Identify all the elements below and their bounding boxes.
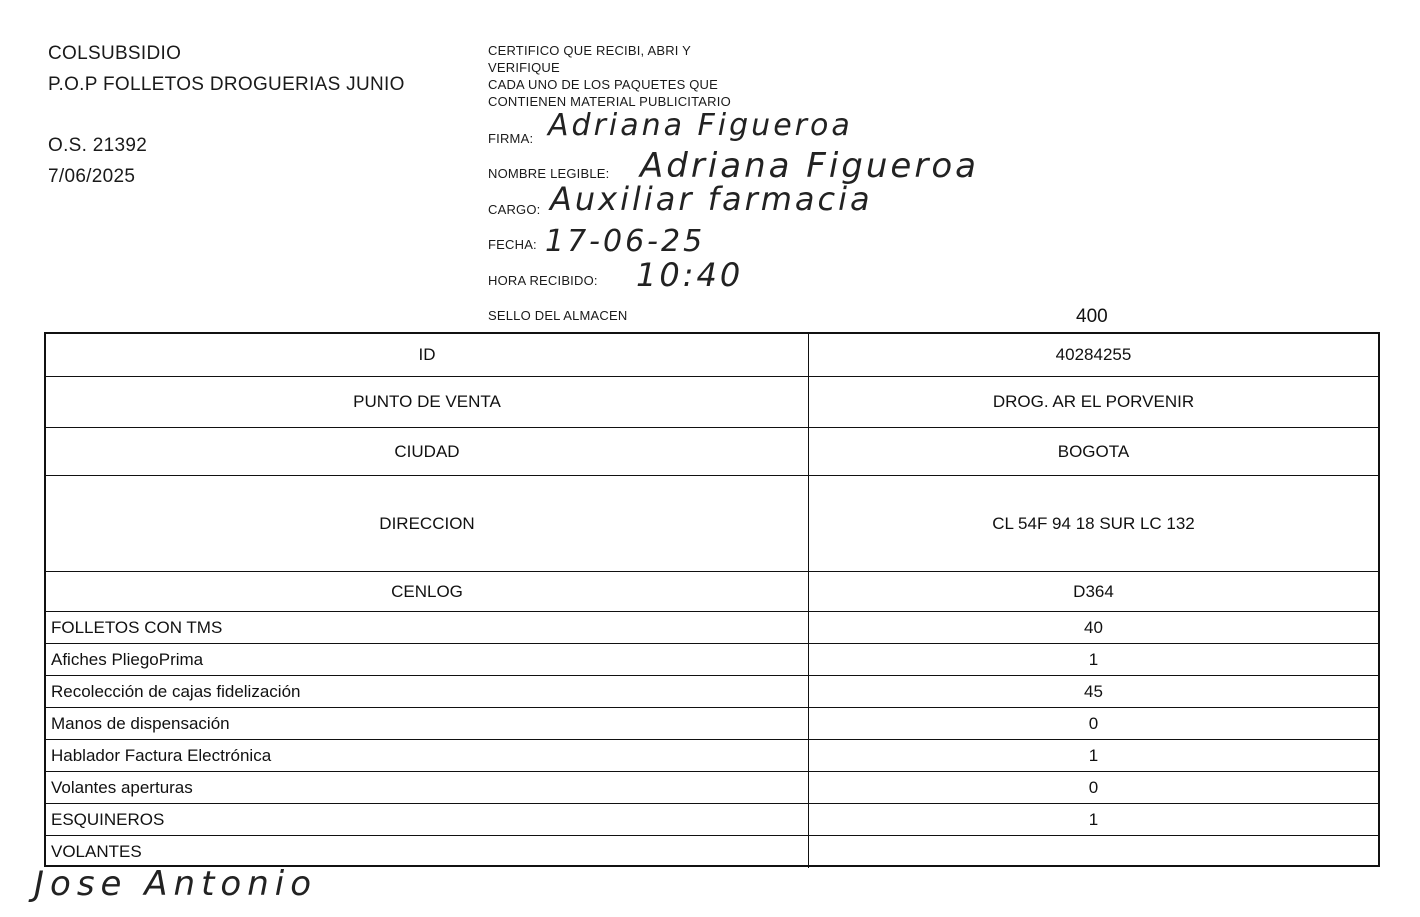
- cert-line-2: VERIFIQUE: [488, 60, 560, 75]
- delivery-table: [44, 332, 1380, 867]
- header-block: [48, 38, 405, 192]
- table-row-label: CENLOG: [46, 572, 809, 612]
- bottom-signature: Jose Antonio: [34, 864, 318, 904]
- table-row-value: 1: [809, 644, 1378, 676]
- table-row-value: 40284255: [809, 334, 1378, 377]
- sello-label: SELLO DEL ALMACEN: [488, 308, 628, 323]
- cert-line-1: CERTIFICO QUE RECIBI, ABRI Y: [488, 43, 692, 58]
- hora-value: 10:40: [636, 256, 744, 294]
- table-row-label: PUNTO DE VENTA: [46, 377, 809, 428]
- order-number: O.S. 21392: [48, 135, 148, 156]
- firma-label: FIRMA:: [488, 131, 534, 146]
- nombre-label: NOMBRE LEGIBLE:: [488, 166, 610, 181]
- cargo-label: CARGO:: [488, 202, 541, 217]
- table-row-label: Hablador Factura Electrónica: [46, 740, 809, 772]
- table-row-label: DIRECCION: [46, 476, 809, 572]
- table-row-value: DROG. AR EL PORVENIR: [809, 377, 1378, 428]
- table-row-label: ESQUINEROS: [46, 804, 809, 836]
- table-row-label: Afiches PliegoPrima: [46, 644, 809, 676]
- table-row-value: 0: [809, 708, 1378, 740]
- campaign-title: P.O.P FOLLETOS DROGUERIAS JUNIO: [48, 74, 405, 95]
- quantity-total: 400: [1076, 306, 1108, 327]
- company-name: COLSUBSIDIO: [48, 43, 182, 64]
- table-row-label: FOLLETOS CON TMS: [46, 612, 809, 644]
- table-row-label: ID: [46, 334, 809, 377]
- hora-label: HORA RECIBIDO:: [488, 273, 598, 288]
- table-row-label: Recolección de cajas fidelización: [46, 676, 809, 708]
- table-row-label: CIUDAD: [46, 428, 809, 476]
- cert-line-3: CADA UNO DE LOS PAQUETES QUE: [488, 77, 719, 92]
- table-row-value: BOGOTA: [809, 428, 1378, 476]
- certification-text: [488, 42, 731, 110]
- cert-line-4: CONTIENEN MATERIAL PUBLICITARIO: [488, 94, 731, 109]
- fecha-value: 17-06-25: [545, 224, 706, 259]
- table-row-value: CL 54F 94 18 SUR LC 132: [809, 476, 1378, 572]
- document-date: 7/06/2025: [48, 166, 136, 187]
- table-row-label: Volantes aperturas: [46, 772, 809, 804]
- table-row-value: 1: [809, 804, 1378, 836]
- table-row-value: 45: [809, 676, 1378, 708]
- table-row-value: 1: [809, 740, 1378, 772]
- firma-signature: Adriana Figueroa: [548, 108, 853, 143]
- table-row-value: 40: [809, 612, 1378, 644]
- table-row-value: 0: [809, 772, 1378, 804]
- table-row-label: Manos de dispensación: [46, 708, 809, 740]
- fecha-label: FECHA:: [488, 237, 537, 252]
- table-row-value: [809, 836, 1378, 868]
- table-row-label: VOLANTES: [46, 836, 809, 868]
- cargo-value: Auxiliar farmacia: [550, 180, 873, 218]
- nombre-value: Adriana Figueroa: [640, 146, 979, 186]
- table-row-value: D364: [809, 572, 1378, 612]
